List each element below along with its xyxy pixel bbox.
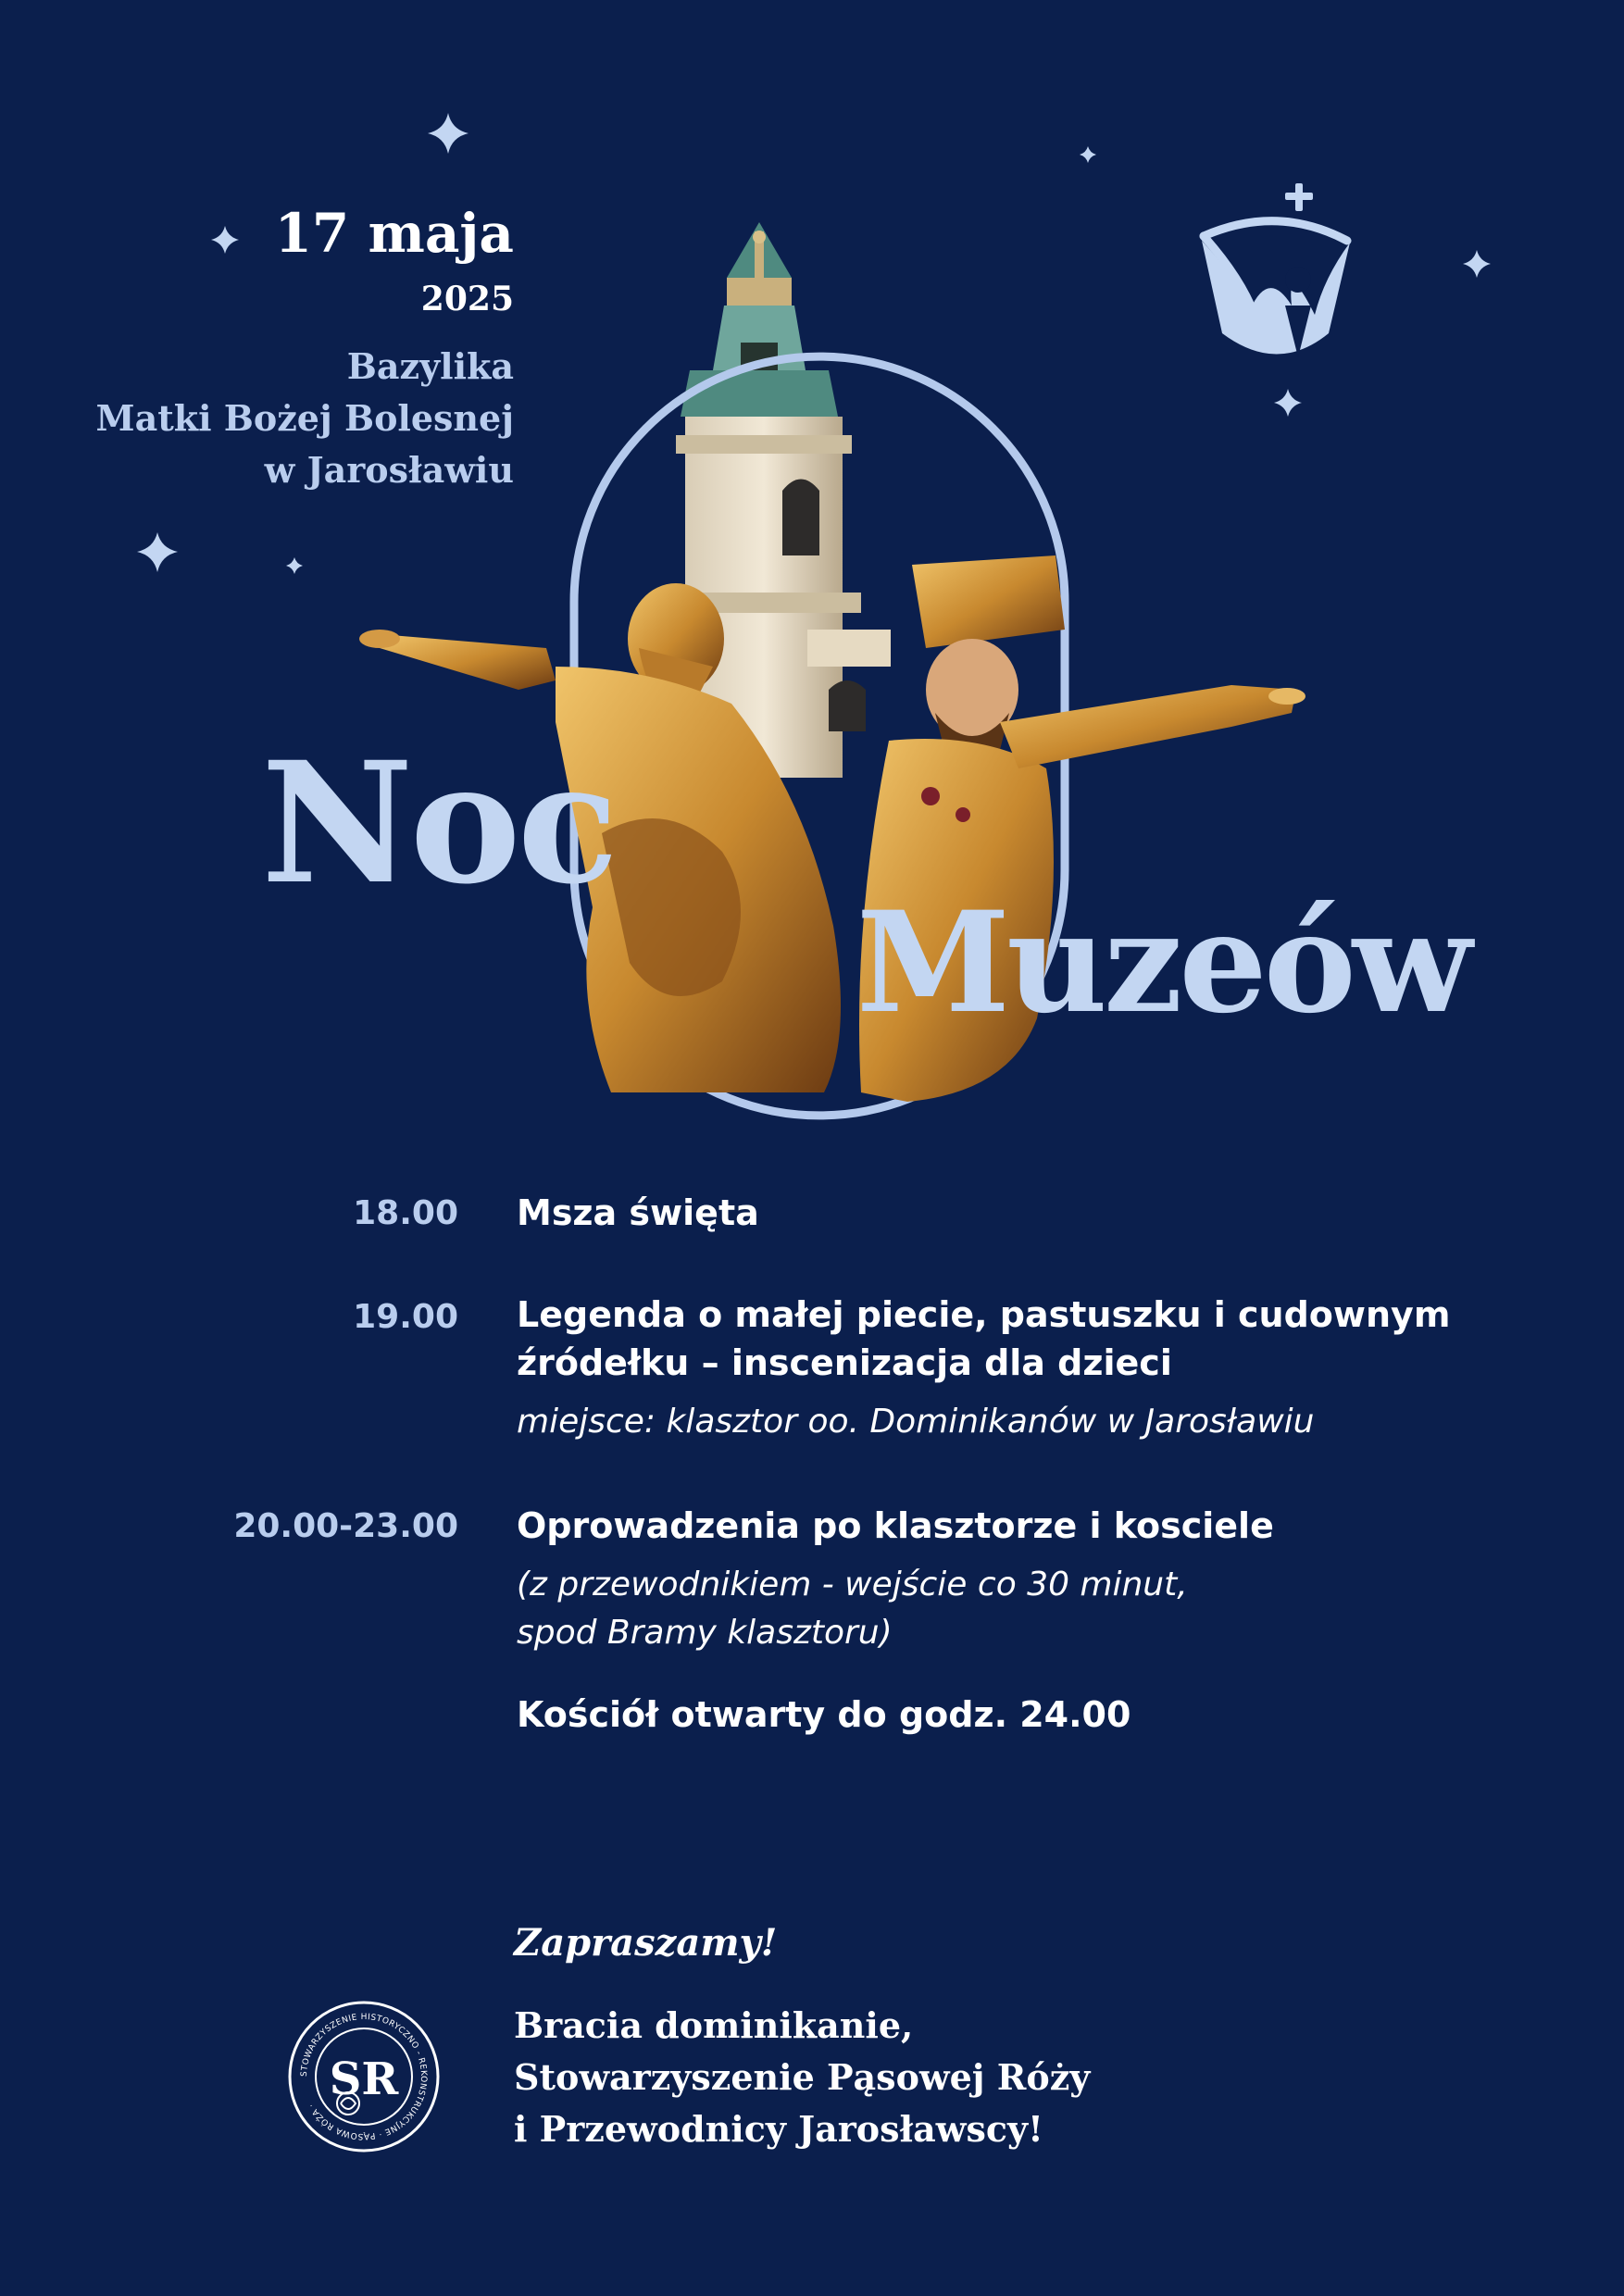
- signer-line: i Przewodnicy Jarosławscy!: [514, 2108, 1043, 2150]
- title-noc: Noc: [261, 726, 616, 921]
- schedule-time: 20.00-23.00: [233, 1507, 458, 1545]
- signer-line: Bracia dominikanie,: [514, 2004, 914, 2046]
- closing-note: Kościół otwarty do godz. 24.00: [517, 1694, 1131, 1735]
- venue-line: Bazylika: [346, 345, 514, 387]
- invite-text: Zapraszamy!: [514, 1921, 778, 1965]
- schedule-event: Msza święta: [517, 1192, 759, 1233]
- schedule-event: źródełku – inscenizacja dla dzieci: [517, 1342, 1172, 1383]
- venue-line: Matki Bożej Bolesnej: [95, 397, 514, 439]
- event-year: 2025: [420, 280, 514, 318]
- rose-logo-icon: [287, 2000, 441, 2153]
- schedule-event: Legenda o małej piecie, pastuszku i cudownym: [517, 1294, 1451, 1335]
- schedule-time: 18.00: [353, 1194, 458, 1232]
- schedule-note: miejsce: klasztor oo. Dominikanów w Jarosławiu: [517, 1403, 1315, 1441]
- logo-ring-text: STOWARZYSZENIE HISTORYCZNO - REKONSTRUKCYJNE · PĄSOWA RÓŻA ·: [299, 2012, 429, 2141]
- schedule-time: 19.00: [353, 1298, 458, 1336]
- event-date: 17 maja: [274, 202, 514, 265]
- signer-line: Stowarzyszenie Pąsowej Róży: [514, 2056, 1091, 2098]
- schedule-note: spod Bramy klasztoru): [517, 1614, 893, 1652]
- logo-monogram: SR: [329, 2053, 399, 2105]
- schedule-note: (z przewodnikiem - wejście co 30 minut,: [517, 1566, 1188, 1603]
- title-muzeow: Muzeów: [856, 881, 1468, 1044]
- schedule-event: Oprowadzenia po klasztorze i kosciele: [517, 1505, 1274, 1546]
- signers: [514, 2000, 1090, 2155]
- venue-line: w Jarosławiu: [264, 449, 514, 491]
